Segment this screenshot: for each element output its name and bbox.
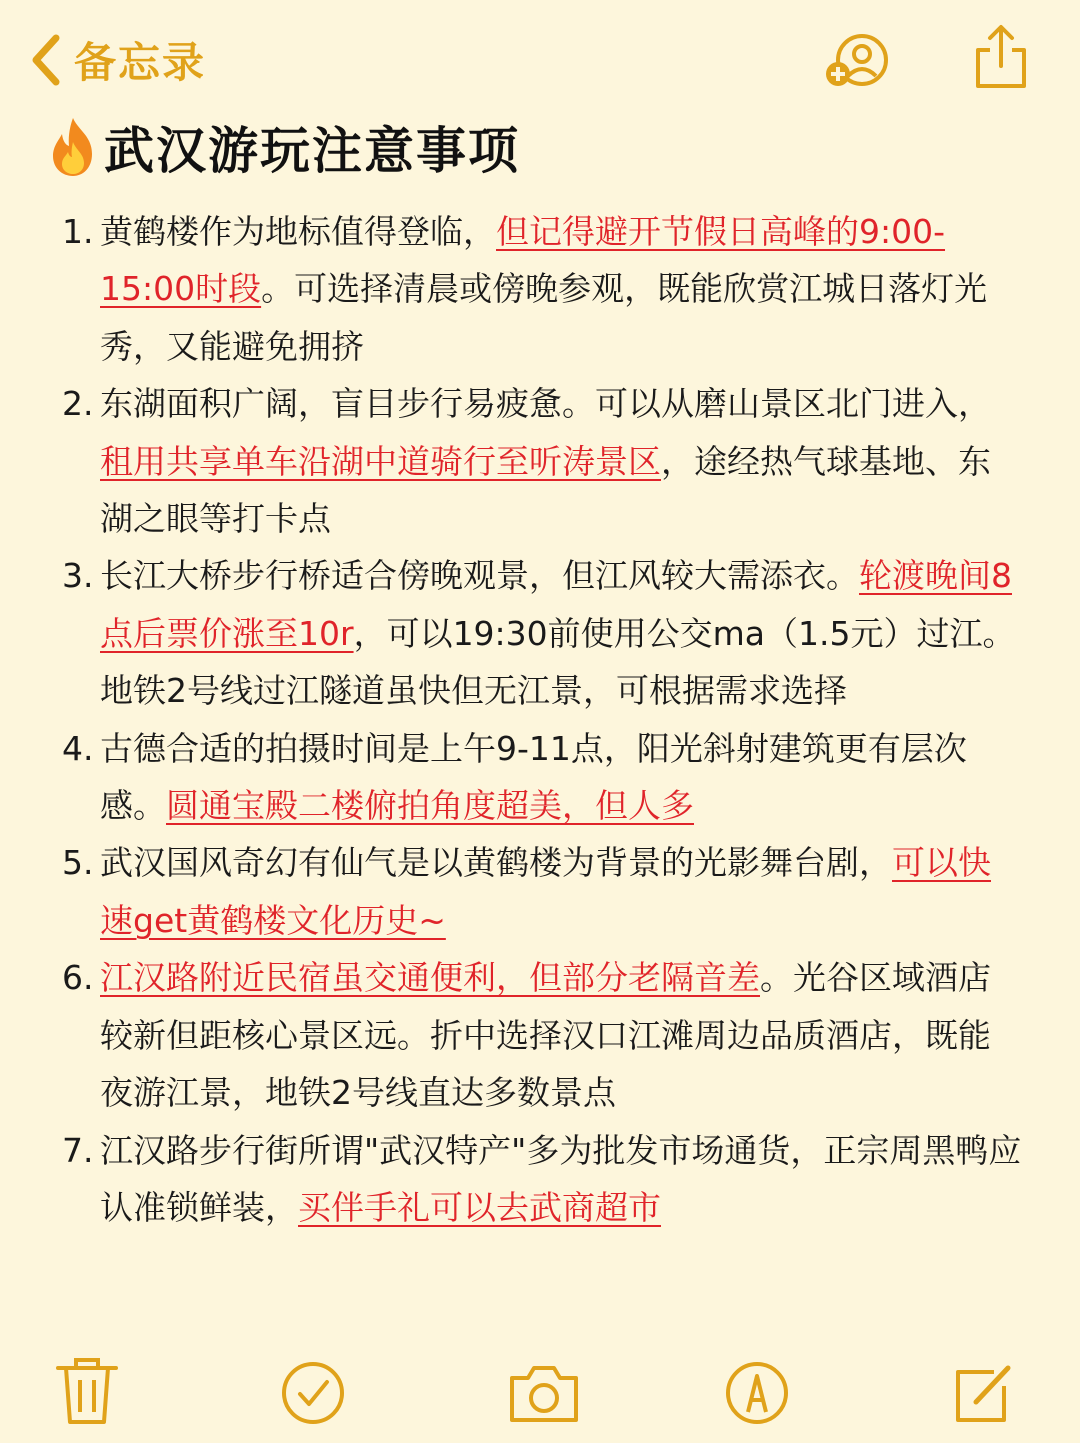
trash-icon[interactable] (52, 1352, 122, 1422)
list-item (62, 547, 1022, 719)
list-item (62, 834, 1022, 949)
navigation-bar (0, 0, 1080, 110)
highlighted-text: 江汉路附近民宿虽交通便利，但部分老隔音差 (100, 958, 760, 998)
list-item-number: 3. (62, 556, 94, 596)
note-text: 。光谷区域酒店较新但距核心景区远。折中选择汉口江滩周边品质酒店，既能夜游江景，地铁2号线直达多数景点 (100, 958, 991, 1113)
note-text: ，途经热气球基地、东湖之眼等打卡点 (100, 441, 991, 539)
highlighted-text: 轮渡晚间8点后票价涨至10r (100, 556, 1012, 653)
back-label: 备忘录 (74, 38, 207, 87)
highlighted-text: 租用共享单车沿湖中道骑行至听涛景区 (100, 441, 661, 481)
note-text: ，可以19:30前使用公交ma（1.5元）过江。地铁2号线过江隧道虽快但无江景，可根据需求选择 (100, 613, 1016, 711)
share-icon[interactable] (966, 22, 1036, 82)
highlighted-text: 买伴手礼可以去武商超市 (298, 1187, 661, 1227)
note-text: 古德合适的拍摄时间是上午9-11点，阳光斜射建筑更有层次感。 (100, 728, 967, 826)
checklist-icon[interactable] (278, 1358, 348, 1428)
back-button[interactable] (26, 30, 206, 90)
camera-icon[interactable] (506, 1358, 576, 1428)
list-item-number: 7. (62, 1130, 94, 1170)
compose-icon[interactable] (948, 1358, 1018, 1428)
note-body[interactable] (62, 203, 1022, 1236)
note-title: 武汉游玩注意事项 (104, 122, 520, 180)
list-item (62, 949, 1022, 1121)
note-text: 。可选择清晨或傍晚参观，既能欣赏江城日落灯光秀，又能避免拥挤 (100, 269, 988, 366)
bottom-toolbar (0, 1340, 1080, 1440)
list-item (62, 375, 1022, 547)
fire-emoji-icon (44, 116, 102, 178)
list-item (62, 720, 1022, 835)
markup-icon[interactable] (722, 1358, 792, 1428)
note-text: 武汉国风奇幻有仙气是以黄鹤楼为背景的光影舞台剧， (100, 843, 892, 883)
highlighted-text: 可以快速get黄鹤楼文化历史~ (100, 843, 991, 940)
note-text: 江汉路步行街所谓"武汉特产"多为批发市场通货，正宗周黑鸭应认准锁鲜装， (100, 1130, 1022, 1227)
person-add-icon[interactable] (822, 32, 892, 92)
list-item-number: 6. (62, 958, 94, 998)
note-title-row (44, 112, 520, 182)
highlighted-text: 圆通宝殿二楼俯拍角度超美，但人多 (166, 786, 694, 826)
note-text: 黄鹤楼作为地标值得登临， (100, 212, 496, 251)
chevron-left-icon (26, 32, 66, 88)
list-item-number: 5. (62, 843, 94, 883)
note-text: 长江大桥步行桥适合傍晚观景，但江风较大需添衣。 (100, 556, 859, 596)
list-item (62, 203, 1022, 375)
note-text: 东湖面积广阔，盲目步行易疲惫。可以从磨山景区北门进入， (100, 384, 991, 424)
list-item (62, 1122, 1022, 1237)
highlighted-text: 但记得避开节假日高峰的9:00-15:00时段 (100, 212, 946, 309)
list-item-number: 2. (62, 384, 94, 424)
list-item-number: 1. (62, 212, 94, 251)
list-item-number: 4. (62, 728, 94, 768)
